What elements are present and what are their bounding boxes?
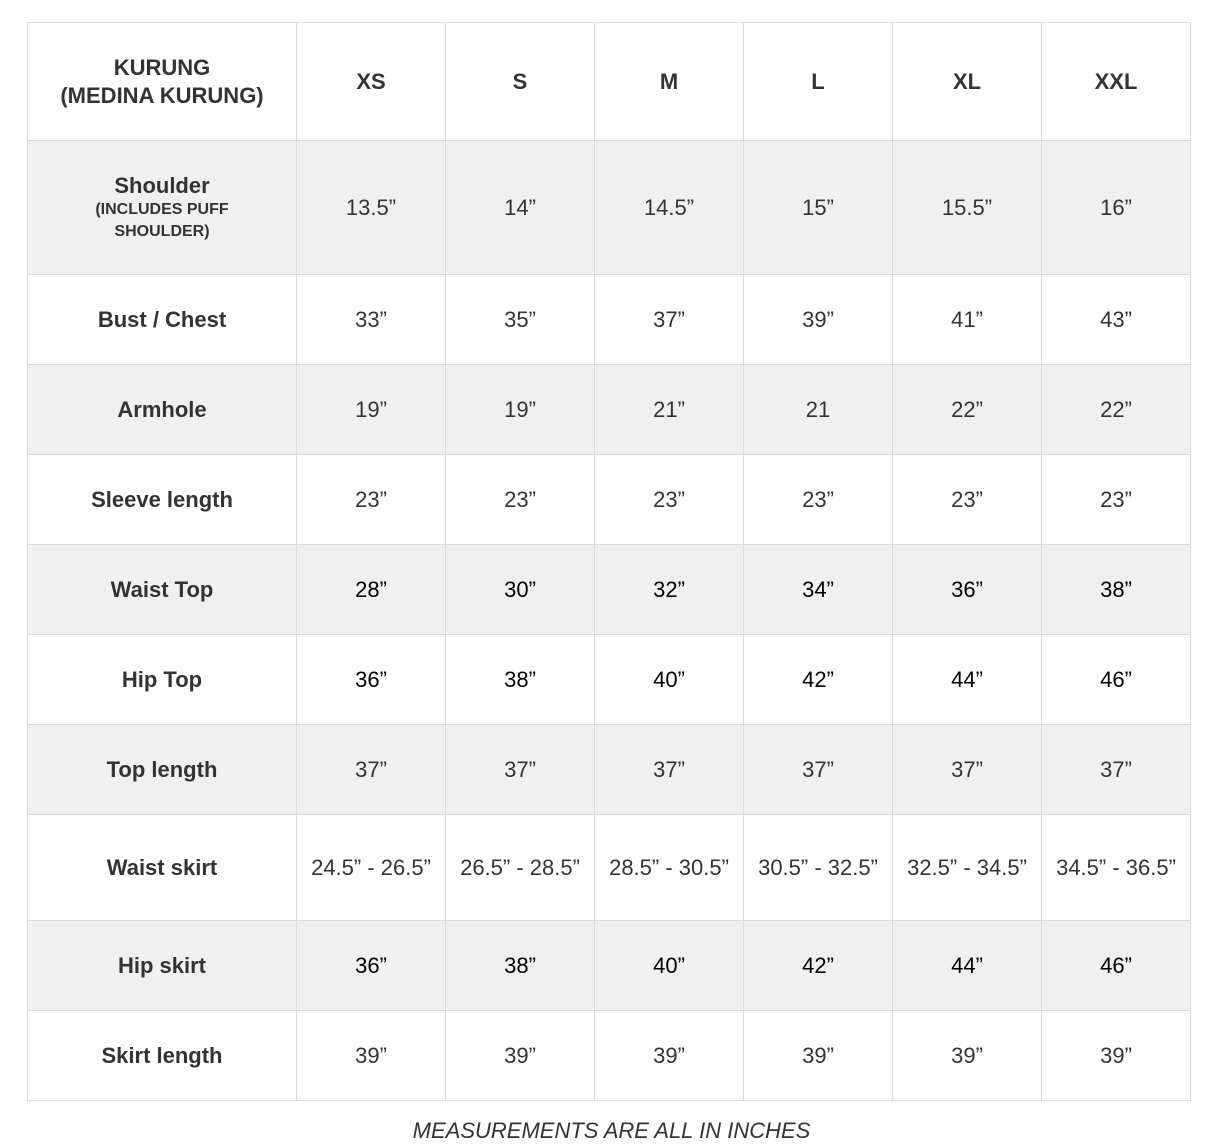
- table-row: [28, 545, 1191, 635]
- table-cell: 22”: [893, 365, 1042, 455]
- table-cell: 16”: [1042, 141, 1191, 275]
- table-row: [28, 455, 1191, 545]
- table-cell: 37”: [893, 725, 1042, 815]
- table-cell: 21”: [595, 365, 744, 455]
- table-row: [28, 635, 1191, 725]
- table-row: [28, 141, 1191, 275]
- row-label-bust-chest: Bust / Chest: [28, 275, 297, 365]
- table-cell: 23”: [1042, 455, 1191, 545]
- row-label-shoulder: [28, 141, 297, 275]
- table-cell: 41”: [893, 275, 1042, 365]
- row-label-text: Shoulder: [114, 172, 210, 198]
- size-chart-table: [27, 22, 1191, 1101]
- table-cell: 36”: [297, 635, 446, 725]
- table-cell: 38”: [446, 635, 595, 725]
- row-label-top-length: Top length: [28, 725, 297, 815]
- table-cell: 33”: [297, 275, 446, 365]
- table-cell: 39”: [297, 1011, 446, 1101]
- row-label-armhole: Armhole: [28, 365, 297, 455]
- table-cell: 23”: [297, 455, 446, 545]
- table-cell: 46”: [1042, 635, 1191, 725]
- table-cell: 39”: [744, 275, 893, 365]
- table-row: [28, 275, 1191, 365]
- row-label-note: (INCLUDES PUFF: [95, 200, 229, 218]
- table-cell: 39”: [595, 1011, 744, 1101]
- row-label-skirt-length: Skirt length: [28, 1011, 297, 1101]
- measurement-footnote: MEASUREMENTS ARE ALL IN INCHES: [412, 1118, 811, 1143]
- size-header-l: L: [744, 23, 893, 141]
- title-line-2: (MEDINA KURUNG): [60, 82, 264, 108]
- table-cell: 23”: [744, 455, 893, 545]
- table-cell: 37”: [1042, 725, 1191, 815]
- table-cell: 14.5”: [595, 141, 744, 275]
- row-label-hip-top: Hip Top: [28, 635, 297, 725]
- table-cell: 40”: [595, 635, 744, 725]
- table-cell: 36”: [297, 921, 446, 1011]
- table-cell: 44”: [893, 635, 1042, 725]
- header-row: [28, 23, 1191, 141]
- table-cell: 19”: [446, 365, 595, 455]
- table-cell: 39”: [744, 1011, 893, 1101]
- table-cell: 37”: [446, 725, 595, 815]
- table-cell: 43”: [1042, 275, 1191, 365]
- table-cell: 34”: [744, 545, 893, 635]
- table-cell: 19”: [297, 365, 446, 455]
- row-label-waist-top: Waist Top: [28, 545, 297, 635]
- table-cell: 26.5” - 28.5”: [446, 815, 595, 921]
- table-cell: 21: [744, 365, 893, 455]
- table-cell: 37”: [595, 725, 744, 815]
- row-label-note: SHOULDER): [114, 222, 210, 240]
- table-cell: 32”: [595, 545, 744, 635]
- size-header-xl: XL: [893, 23, 1042, 141]
- table-row: [28, 725, 1191, 815]
- size-header-xxl: XXL: [1042, 23, 1191, 141]
- table-cell: 15.5”: [893, 141, 1042, 275]
- table-cell: 22”: [1042, 365, 1191, 455]
- table-cell: 37”: [744, 725, 893, 815]
- table-cell: 38”: [446, 921, 595, 1011]
- table-cell: 36”: [893, 545, 1042, 635]
- table-cell: 30”: [446, 545, 595, 635]
- table-cell: 37”: [297, 725, 446, 815]
- table-cell: 34.5” - 36.5”: [1042, 815, 1191, 921]
- table-cell: 13.5”: [297, 141, 446, 275]
- table-cell: 39”: [446, 1011, 595, 1101]
- table-cell: 42”: [744, 921, 893, 1011]
- table-row: [28, 815, 1191, 921]
- table-cell: 39”: [1042, 1011, 1191, 1101]
- row-label-sleeve-length: Sleeve length: [28, 455, 297, 545]
- table-title: [28, 23, 297, 141]
- row-label-hip-skirt: Hip skirt: [28, 921, 297, 1011]
- table-row: [28, 1011, 1191, 1101]
- table-cell: 15”: [744, 141, 893, 275]
- table-cell: 23”: [595, 455, 744, 545]
- table-cell: 14”: [446, 141, 595, 275]
- table-row: [28, 365, 1191, 455]
- table-cell: 30.5” - 32.5”: [744, 815, 893, 921]
- table-cell: 38”: [1042, 545, 1191, 635]
- table-cell: 23”: [893, 455, 1042, 545]
- table-cell: 37”: [595, 275, 744, 365]
- table-cell: 28.5” - 30.5”: [595, 815, 744, 921]
- table-cell: 46”: [1042, 921, 1191, 1011]
- table-cell: 44”: [893, 921, 1042, 1011]
- size-header-m: M: [595, 23, 744, 141]
- row-label-waist-skirt: Waist skirt: [28, 815, 297, 921]
- table-row: [28, 921, 1191, 1011]
- table-cell: 24.5” - 26.5”: [297, 815, 446, 921]
- table-cell: 39”: [893, 1011, 1042, 1101]
- table-cell: 28”: [297, 545, 446, 635]
- size-header-s: S: [446, 23, 595, 141]
- table-cell: 23”: [446, 455, 595, 545]
- size-header-xs: XS: [297, 23, 446, 141]
- table-cell: 32.5” - 34.5”: [893, 815, 1042, 921]
- table-cell: 40”: [595, 921, 744, 1011]
- table-cell: 42”: [744, 635, 893, 725]
- title-line-1: KURUNG: [113, 54, 211, 80]
- table-cell: 35”: [446, 275, 595, 365]
